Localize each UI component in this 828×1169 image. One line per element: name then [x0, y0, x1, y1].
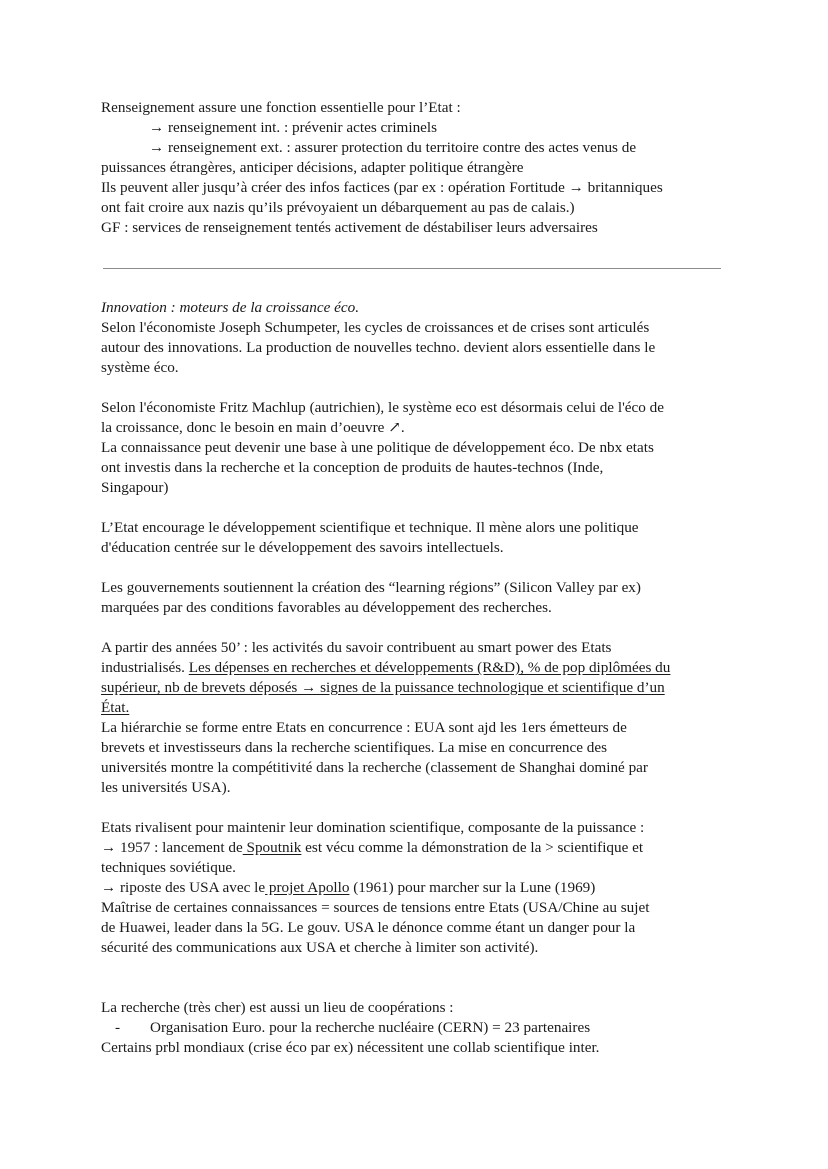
etat-line-2: d'éducation centrée sur le développement des savoirs intellectuels. — [101, 539, 504, 556]
connaissance-line-2: ont investis dans la recherche et la conception de produits de hautes-technos (Inde, — [101, 459, 604, 476]
annees-line-1: A partir des années 50’ : les activités du savoir contribuent au smart power des Etats — [101, 639, 612, 656]
innovation-heading: Innovation : moteurs de la croissance éco. — [101, 299, 359, 316]
gouv-line-1: Les gouvernements soutiennent la création des “learning régions” (Silicon Valley par ex) — [101, 579, 641, 596]
renseignement-intro: Renseignement assure une fonction essentielle pour l’Etat : — [101, 99, 461, 116]
rivalite-line-3: techniques soviétique. — [101, 859, 236, 876]
rivalite-line-2-start: → 1957 : lancement de — [101, 839, 243, 856]
rivalite-line-4-end: (1961) pour marcher sur la Lune (1969) — [349, 879, 596, 896]
cern-list-item — [101, 1018, 731, 1038]
cern-text: Organisation Euro. pour la recherche nucléaire (CERN) = 23 partenaires — [150, 1019, 591, 1036]
apollo-underlined: projet Apollo — [265, 879, 350, 896]
hierarchie-line-3: universités montre la compétitivité dans la recherche (classement de Shanghai dominé par — [101, 759, 648, 776]
renseignement-ext-line: → renseignement ext. : assurer protection du territoire contre des actes venus de — [149, 139, 637, 156]
annees-line-2-plain: industrialisés. — [101, 659, 189, 676]
cooperation-conclusion: Certains prbl mondiaux (crise éco par ex) nécessitent une collab scientifique inter. — [101, 1039, 600, 1056]
spoutnik-underlined: Spoutnik — [242, 839, 302, 856]
etat-line-1: L’Etat encourage le développement scientifique et technique. Il mène alors une politique — [101, 519, 639, 536]
factices-line-1: Ils peuvent aller jusqu’à créer des infos factices (par ex : opération Fortitude → britanniques — [101, 179, 663, 196]
rivalite-line-1: Etats rivalisent pour maintenir leur domination scientifique, composante de la puissance : — [101, 819, 645, 836]
renseignement-int-line: → renseignement int. : prévenir actes criminels — [149, 119, 438, 136]
renseignement-ext-cont: puissances étrangères, anticiper décisions, adapter politique étrangère — [101, 159, 524, 176]
machlup-line-1: Selon l'économiste Fritz Machlup (autrichien), le système eco est désormais celui de l'éco de — [101, 399, 665, 416]
connaissance-line-3: Singapour) — [101, 479, 169, 496]
horizontal-divider — [103, 268, 721, 269]
rivalite-line-4 — [101, 878, 731, 898]
rivalite-line-2 — [101, 838, 731, 858]
annees-line-3: supérieur, nb de brevets déposés → signes de la puissance technologique et scientifique d’un — [101, 679, 665, 696]
rivalite-line-6: de Huawei, leader dans la 5G. Le gouv. USA le dénonce comme étant un danger pour la — [101, 919, 636, 936]
document-body — [101, 98, 731, 1058]
hierarchie-line-1: La hiérarchie se forme entre Etats en concurrence : EUA sont ajd les 1ers émetteurs de — [101, 719, 627, 736]
hierarchie-line-4: les universités USA). — [101, 779, 231, 796]
gf-line: GF : services de renseignement tentés activement de déstabiliser leurs adversaires — [101, 219, 598, 236]
schumpeter-line-1: Selon l'économiste Joseph Schumpeter, les cycles de croissances et de crises sont articulés — [101, 319, 650, 336]
rivalite-line-7: sécurité des communications aux USA et cherche à limiter son activité). — [101, 939, 539, 956]
annees-underlined-text: Les dépenses en recherches et développements (R&D), % de pop diplômées du — [188, 659, 671, 676]
annees-line-4: État. — [101, 699, 130, 716]
machlup-line-2: la croissance, donc le besoin en main d’oeuvre ↗. — [101, 419, 405, 436]
annees-line-2 — [101, 658, 731, 678]
rivalite-line-5: Maîtrise de certaines connaissances = sources de tensions entre Etats (USA/Chine au sujet — [101, 899, 650, 916]
connaissance-line-1: La connaissance peut devenir une base à une politique de développement éco. De nbx etats — [101, 439, 654, 456]
hierarchie-line-2: brevets et investisseurs dans la recherche scientifiques. La mise en concurrence des — [101, 739, 608, 756]
rivalite-line-2-end: est vécu comme la démonstration de la > scientifique et — [301, 839, 644, 856]
factices-line-2: ont fait croire aux nazis qu’ils prévoyaient un débarquement au pas de calais.) — [101, 199, 575, 216]
rivalite-line-4-start: → riposte des USA avec le — [101, 879, 266, 896]
schumpeter-line-2: autour des innovations. La production de nouvelles techno. devient alors essentielle dans le — [101, 339, 656, 356]
list-dash: - — [115, 1019, 121, 1036]
gouv-line-2: marquées par des conditions favorables au développement des recherches. — [101, 599, 552, 616]
schumpeter-line-3: système éco. — [101, 359, 179, 376]
cooperation-intro: La recherche (très cher) est aussi un lieu de coopérations : — [101, 999, 454, 1016]
